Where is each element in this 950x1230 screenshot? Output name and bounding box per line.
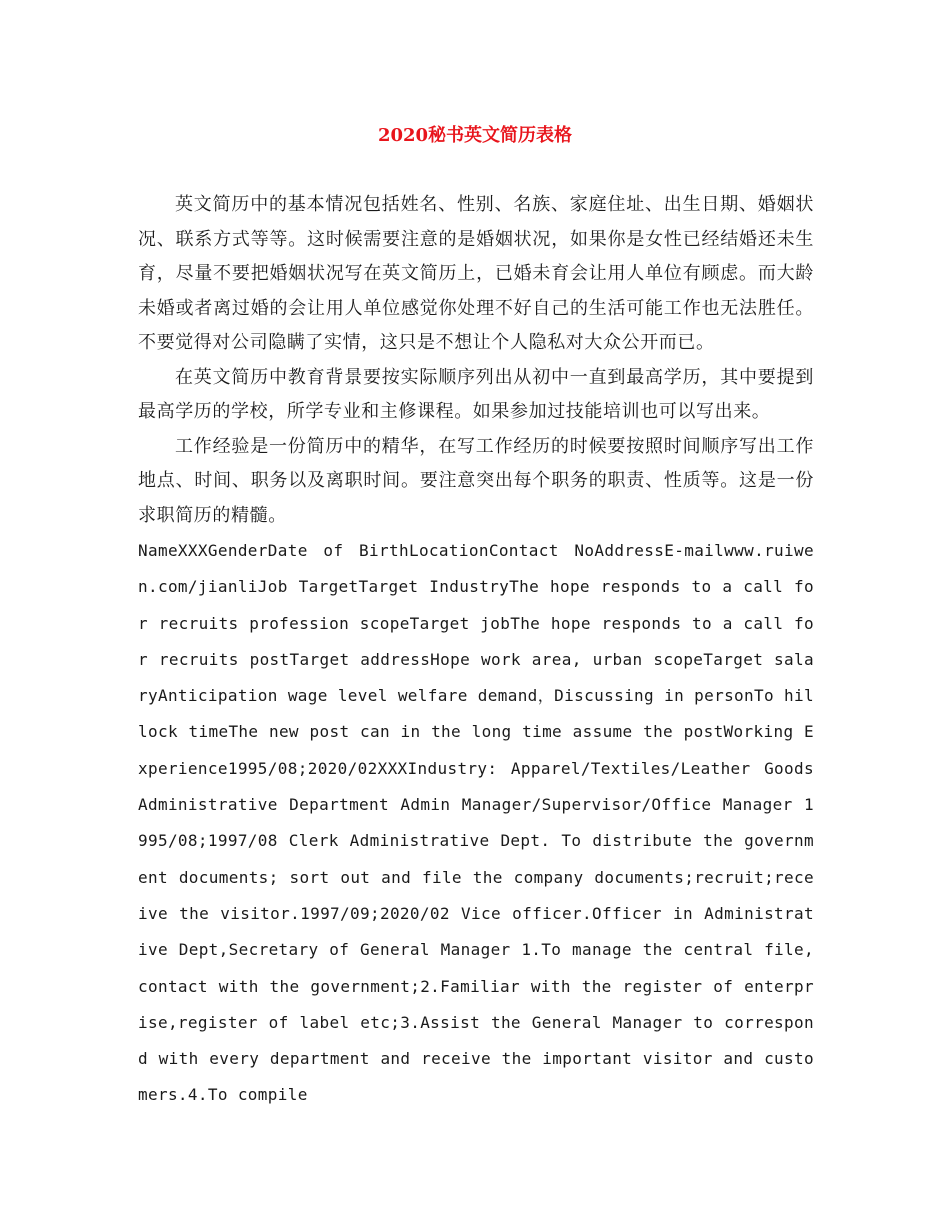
paragraph-basic-info: 英文简历中的基本情况包括姓名、性别、名族、家庭住址、出生日期、婚姻状况、联系方式等等。这时候需要注意的是婚姻状况，如果你是女性已经结婚还未生育，尽量不要把婚姻状况写在英文简历上，已婚未育会让用人单位有顾虑。而大龄未婚或者离过婚的会让用人单位感觉你处理不好自己的生活可能工作也无法胜任。不要觉得对公司隐瞒了实情，这只是不想让个人隐私对大众公开而已。	[138, 194, 814, 353]
resume-english-text: NameXXXGenderDate of BirthLocationContact NoAddressE-mailwww.ruiwen.com/jianliJob TargetTarget IndustryThe hope responds to a call for recruits profession scopeTarget jobThe hope responds to a call for recruits postTarget addressHope work area, urban scopeTarget salaryAnticipation wage level welfare demand，Discussing in personTo hillock timeThe new post can in the long time assume the postWorking Experience1995/08;2020/02XXXIndustry: Apparel/Textiles/Leather GoodsAdministrative Department Admin Manager/Supervisor/Office Manager 1995/08;1997/08 Clerk Administrative Dept. To distribute the government documents; sort out and file the company documents;recruit;receive the visitor.1997/09;2020/02 Vice officer.Officer in Administrative Dept,Secretary of General Manager 1.To manage the central file,contact with the government;2.Familiar with the register of enterprise,register of label etc;3.Assist the General Manager to correspond with every department and receive the important visitor and customers.4.To compile	[138, 541, 814, 1105]
paragraph-work-experience: 工作经验是一份简历中的精华，在写工作经历的时候要按照时间顺序写出工作地点、时间、职务以及离职时间。要注意突出每个职务的职责、性质等。这是一份求职简历的精髓。	[138, 435, 814, 526]
document-title: 2020秘书英文简历表格	[377, 125, 573, 146]
paragraph-education: 在英文简历中教育背景要按实际顺序列出从初中一直到最高学历，其中要提到最高学历的学校，所学专业和主修课程。如果参加过技能培训也可以写出来。	[138, 366, 814, 422]
document-body	[138, 188, 814, 1114]
